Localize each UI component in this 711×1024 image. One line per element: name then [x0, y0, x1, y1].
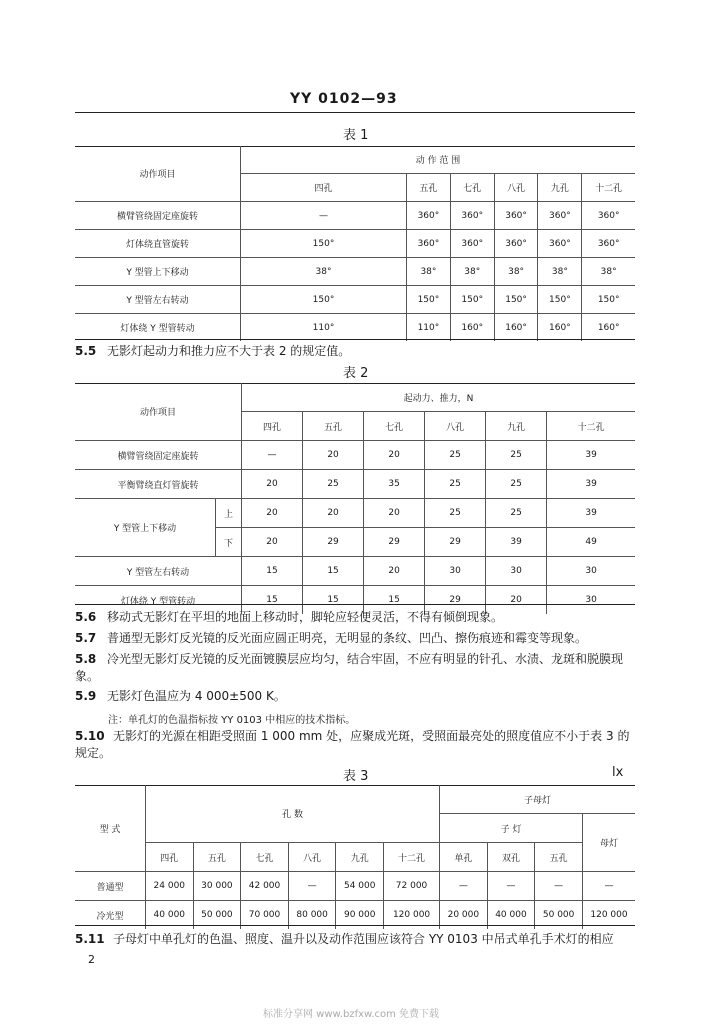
cell: 20	[242, 499, 303, 528]
row-label: Y 型管左右转动	[75, 286, 241, 314]
row-label: 冷光型	[75, 901, 146, 930]
cell: 25	[486, 499, 547, 528]
cell: 360°	[494, 230, 538, 258]
row-label: 横臂管绕固定座旋转	[75, 202, 241, 230]
cell: 20	[364, 557, 425, 586]
cell: 29	[425, 586, 486, 615]
table-row	[75, 230, 635, 258]
cell: 25	[425, 499, 486, 528]
cell: 29	[303, 528, 364, 557]
cell: 20	[303, 441, 364, 470]
table1-group-header: 动 作 范 围	[241, 146, 636, 174]
cell: 38°	[241, 258, 407, 286]
cell: 20	[242, 528, 303, 557]
cell: 120 000	[384, 901, 440, 930]
row-label: 灯体绕 Y 型管转动	[75, 314, 241, 342]
table3-group-zi: 子 灯	[440, 814, 583, 843]
cell: 39	[547, 470, 635, 499]
cell: 38°	[582, 258, 635, 286]
cell: 29	[425, 528, 486, 557]
cell: 360°	[407, 230, 451, 258]
cell: 150°	[241, 286, 407, 314]
table3-group-kong: 孔 数	[146, 785, 440, 843]
cell: 150°	[538, 286, 582, 314]
cell: 25	[303, 470, 364, 499]
cell: 25	[486, 441, 547, 470]
table3-col-header: 五孔	[535, 843, 583, 872]
cell: 20	[303, 499, 364, 528]
clause-5-10-cont: 规定。	[75, 746, 112, 760]
cell: 29	[364, 528, 425, 557]
table1	[75, 146, 635, 341]
clause-5-11	[75, 931, 645, 947]
clause-5-8-cont: 象。	[75, 669, 100, 683]
clause-5-8	[75, 651, 640, 667]
cell: 38°	[494, 258, 538, 286]
clause-5-9	[75, 688, 286, 704]
cell: —	[487, 872, 535, 901]
row-label: Y 型管左右转动	[75, 557, 242, 586]
cell: 30	[547, 557, 635, 586]
clause-5-7	[75, 630, 587, 646]
table1-caption: 表 1	[343, 128, 369, 143]
table3-col-header: 单孔	[440, 843, 488, 872]
table-row	[75, 258, 635, 286]
cell: 49	[547, 528, 635, 557]
table2-col-header: 九孔	[486, 412, 547, 441]
table-row	[75, 441, 635, 470]
row-label: 横臂管绕固定座旋转	[75, 441, 242, 470]
table2-col-header: 五孔	[303, 412, 364, 441]
clause-text: 无影灯起动力和推力应不大于表 2 的规定值。	[107, 344, 351, 358]
table2-caption: 表 2	[343, 366, 369, 381]
cell: 30 000	[193, 872, 241, 901]
table3-mudeng: 母灯	[583, 814, 636, 872]
cell: 20	[364, 441, 425, 470]
cell: 70 000	[241, 901, 289, 930]
cell: 20 000	[440, 901, 488, 930]
table3-col-header: 七孔	[241, 843, 289, 872]
cell: 25	[425, 441, 486, 470]
clause-number: 5.5	[75, 344, 97, 358]
cell: 38°	[450, 258, 494, 286]
cell: 80 000	[288, 901, 336, 930]
clause-5-10	[75, 728, 640, 744]
cell: —	[440, 872, 488, 901]
cell: 360°	[538, 230, 582, 258]
cell: 90 000	[336, 901, 384, 930]
table2	[75, 383, 635, 614]
table3-row-header: 型 式	[75, 785, 146, 872]
cell: 150°	[407, 286, 451, 314]
row-label: 灯体绕 Y 型管转动	[75, 586, 242, 615]
table2-col-header: 十二孔	[547, 412, 635, 441]
cell: 360°	[582, 230, 635, 258]
table1-col-header: 九孔	[538, 174, 582, 202]
standard-number: YY 0102—93	[290, 91, 398, 107]
cell: 20	[242, 470, 303, 499]
table-row	[75, 202, 635, 230]
row-label: 灯体绕直管旋转	[75, 230, 241, 258]
table-row	[75, 499, 635, 528]
row-sublabel: 上	[216, 499, 242, 528]
cell: 360°	[582, 202, 635, 230]
table1-col-header: 十二孔	[582, 174, 635, 202]
table2-col-header: 四孔	[242, 412, 303, 441]
table-row	[75, 872, 635, 901]
cell: 40 000	[146, 901, 194, 930]
cell: —	[241, 202, 407, 230]
table-row	[75, 557, 635, 586]
clause-number: 5.9	[75, 689, 97, 703]
cell: 160°	[450, 314, 494, 342]
clause-text: 无影灯色温应为 4 000±500 K。	[107, 689, 286, 703]
page-number: 2	[88, 953, 95, 966]
clause-number: 5.11	[75, 932, 105, 946]
cell: 30	[547, 586, 635, 615]
row-label: 普通型	[75, 872, 146, 901]
row-label: Y 型管上下移动	[75, 258, 241, 286]
table1-col-header: 八孔	[494, 174, 538, 202]
cell: 72 000	[384, 872, 440, 901]
cell: 110°	[407, 314, 451, 342]
table2-bottom-rule	[75, 604, 635, 605]
cell: 24 000	[146, 872, 194, 901]
table1-row-header: 动作项目	[75, 146, 241, 202]
clause-text: 子母灯中单孔灯的色温、照度、温升以及动作范围应该符合 YY 0103 中吊式单孔手术灯的相应	[113, 932, 614, 946]
cell: 15	[242, 557, 303, 586]
cell: 25	[486, 470, 547, 499]
table3	[75, 785, 635, 929]
cell: 360°	[450, 230, 494, 258]
clause-text: 普通型无影灯反光镜的反光面应圆正明亮，无明显的条纹、凹凸、擦伤痕迹和霉变等现象。	[107, 631, 588, 645]
cell: 39	[547, 441, 635, 470]
table3-col-header: 五孔	[193, 843, 241, 872]
cell: 50 000	[535, 901, 583, 930]
table1-col-header: 四孔	[241, 174, 407, 202]
cell: 39	[486, 528, 547, 557]
watermark-footer: 标准分享网 www.bzfxw.com 免费下载	[263, 1009, 439, 1020]
cell: 120 000	[583, 901, 636, 930]
cell: 360°	[450, 202, 494, 230]
clause-5-6	[75, 609, 503, 625]
cell: 360°	[407, 202, 451, 230]
row-label: Y 型管上下移动	[75, 499, 216, 557]
cell: 35	[364, 470, 425, 499]
cell: 360°	[538, 202, 582, 230]
table2-row-header: 动作项目	[75, 383, 242, 441]
cell: 150°	[241, 230, 407, 258]
table3-group-zimu: 子母灯	[440, 785, 635, 814]
table2-col-header: 七孔	[364, 412, 425, 441]
cell: 15	[242, 586, 303, 615]
cell: 20	[486, 586, 547, 615]
table3-col-header: 十二孔	[384, 843, 440, 872]
cell: 15	[303, 586, 364, 615]
table1-col-header: 七孔	[450, 174, 494, 202]
cell: 110°	[241, 314, 407, 342]
clause-number: 5.10	[75, 729, 105, 743]
cell: 40 000	[487, 901, 535, 930]
row-sublabel: 下	[216, 528, 242, 557]
cell: 360°	[494, 202, 538, 230]
cell: 150°	[494, 286, 538, 314]
table3-col-header: 四孔	[146, 843, 194, 872]
table3-unit: lx	[612, 765, 624, 780]
clause-5-5	[75, 343, 350, 359]
table2-col-header: 八孔	[425, 412, 486, 441]
clause-number: 5.8	[75, 652, 97, 666]
cell: 160°	[538, 314, 582, 342]
table3-col-header: 八孔	[288, 843, 336, 872]
cell: 39	[547, 499, 635, 528]
cell: 38°	[407, 258, 451, 286]
clause-text: 冷光型无影灯反光镜的反光面镀膜层应均匀，结合牢固，不应有明显的针孔、水渍、龙斑和脱膜现	[107, 652, 624, 666]
clause-text: 移动式无影灯在平坦的地面上移动时，脚轮应轻便灵活，不得有倾倒现象。	[107, 610, 504, 624]
cell: 42 000	[241, 872, 289, 901]
table3-caption: 表 3	[343, 769, 369, 784]
table3-bottom-rule	[75, 925, 635, 926]
table-row	[75, 286, 635, 314]
cell: —	[535, 872, 583, 901]
header-rule	[75, 112, 635, 113]
table3-col-header: 双孔	[487, 843, 535, 872]
note: 注：单孔灯的色温指标按 YY 0103 中相应的技术指标。	[108, 715, 356, 726]
cell: 25	[425, 470, 486, 499]
row-label: 平衡臂绕直灯管旋转	[75, 470, 242, 499]
cell: 15	[364, 586, 425, 615]
table3-col-header: 九孔	[336, 843, 384, 872]
table-row	[75, 314, 635, 342]
cell: 50 000	[193, 901, 241, 930]
table1-bottom-rule	[75, 339, 635, 340]
cell: 150°	[450, 286, 494, 314]
table1-col-header: 五孔	[407, 174, 451, 202]
table-row	[75, 470, 635, 499]
cell: —	[288, 872, 336, 901]
cell: 38°	[538, 258, 582, 286]
cell: 150°	[582, 286, 635, 314]
cell: 30	[425, 557, 486, 586]
clause-number: 5.6	[75, 610, 97, 624]
cell: —	[583, 872, 636, 901]
cell: 160°	[582, 314, 635, 342]
cell: 30	[486, 557, 547, 586]
clause-number: 5.7	[75, 631, 97, 645]
cell: 15	[303, 557, 364, 586]
clause-text: 无影灯的光源在相距受照面 1 000 mm 处，应聚成光斑，受照面最亮处的照度值应不小于表 3 的	[113, 729, 630, 743]
cell: 160°	[494, 314, 538, 342]
cell: 54 000	[336, 872, 384, 901]
cell: —	[242, 441, 303, 470]
table2-group-header: 起动力、推力，N	[242, 383, 636, 412]
cell: 20	[364, 499, 425, 528]
